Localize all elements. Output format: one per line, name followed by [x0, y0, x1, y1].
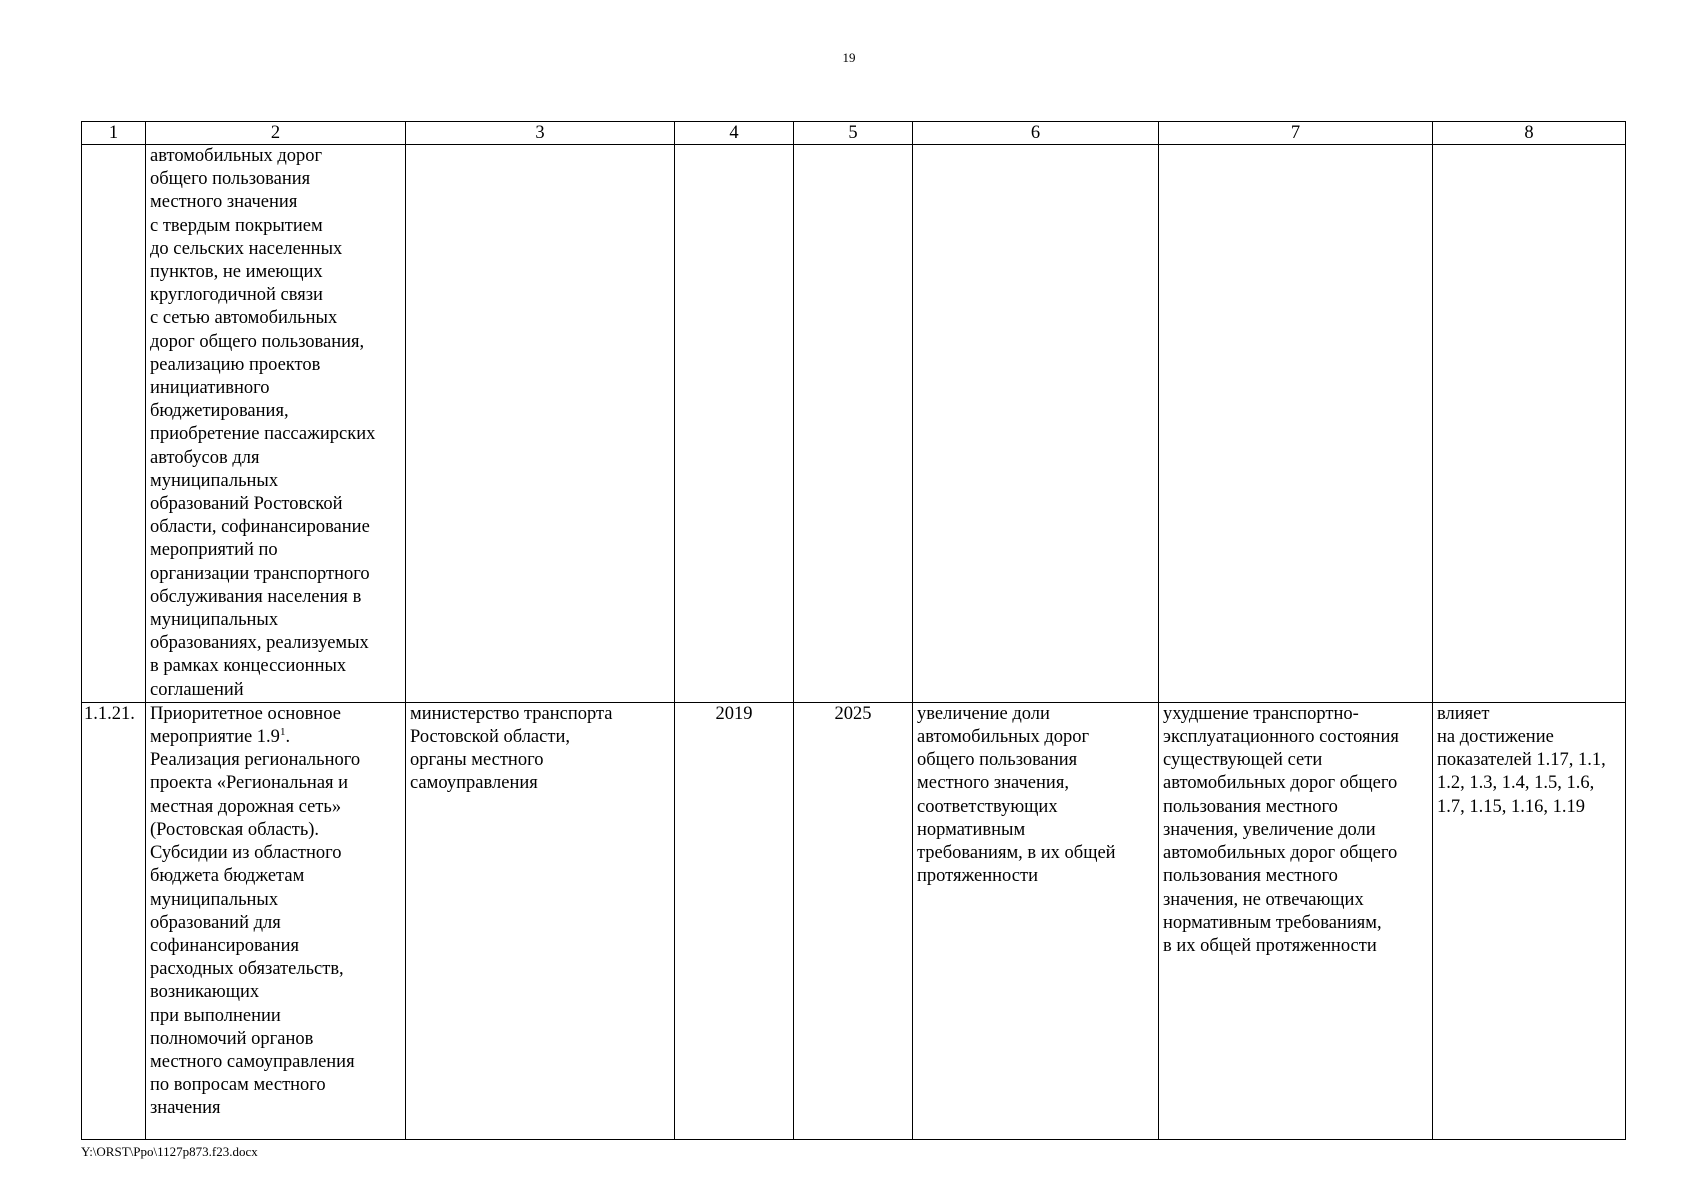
measure-related-indicators: влияет на достижение показателей 1.17, 1.1, 1.2, 1.3, 1.4, 1.5, 1.6, 1.7, 1.15, 1.16, 1.19 [1433, 702, 1626, 1139]
measure-title-text: Приоритетное основное мероприятие 1.9 [150, 703, 341, 748]
continuation-row [82, 145, 1626, 703]
column-number-8: 8 [1433, 122, 1626, 145]
measure-non-implementation-consequences: ухудшение транспортно- эксплуатационного состояния существующей сети автомобильных дорог общего пользования местного значения, увеличение доли автомобильных дорог общего пользования местного значения, не отвечающих нормативным требованиям, в их общей протяженности [1159, 702, 1433, 1139]
continuation-executor-cell [406, 145, 675, 703]
footnote-mark: 1 [279, 725, 286, 738]
column-number-6: 6 [913, 122, 1159, 145]
measure-title-continuation: . Реализация регионального проекта «Региональная и местная дорожная сеть» (Ростовская область). Субсидии из областного бюджета бюджетам муниципальных образований для софинансирования расходных обязательств, возникающих при выполнении полномочий органов местного самоуправления по вопросам местного значения [150, 727, 361, 1119]
measure-row-1-1-21 [82, 702, 1626, 1139]
measure-end-year: 2025 [794, 702, 913, 1139]
measure-expected-result: увеличение доли автомобильных дорог общего пользования местного значения, соответствующих нормативным требованиям, в их общей протяженности [913, 702, 1159, 1139]
column-number-3: 3 [406, 122, 675, 145]
file-path-footer: Y:\ORST\Ppo\1127p873.f23.docx [81, 1144, 258, 1159]
program-measures-table [81, 121, 1626, 1140]
measure-executor: министерство транспорта Ростовской области, органы местного самоуправления [406, 702, 675, 1139]
continuation-consequence-cell [1159, 145, 1433, 703]
column-number-4: 4 [675, 122, 794, 145]
continuation-start-cell [675, 145, 794, 703]
column-number-2: 2 [146, 122, 406, 145]
continuation-result-cell [913, 145, 1159, 703]
continuation-number-cell [82, 145, 146, 703]
column-number-5: 5 [794, 122, 913, 145]
measure-title [146, 702, 406, 1139]
measure-number: 1.1.21. [82, 702, 146, 1139]
page-number: 19 [842, 50, 856, 65]
measure-start-year: 2019 [675, 702, 794, 1139]
continuation-indicators-cell [1433, 145, 1626, 703]
column-number-7: 7 [1159, 122, 1433, 145]
column-number-1: 1 [82, 122, 146, 145]
continuation-measure-text: автомобильных дорог общего пользования местного значения с твердым покрытием до сельских населенных пунктов, не имеющих круглогодичной связи с сетью автомобильных дорог общего пользования, реализацию проектов инициативного бюджетирования, приобретение пассажирских автобусов для муниципальных образований Ростовской области, софинансирование мероприятий по организации транспортного обслуживания населения в муниципальных образованиях, реализуемых в рамках концессионных соглашений [146, 145, 406, 703]
continuation-end-cell [794, 145, 913, 703]
column-number-row [82, 122, 1626, 145]
